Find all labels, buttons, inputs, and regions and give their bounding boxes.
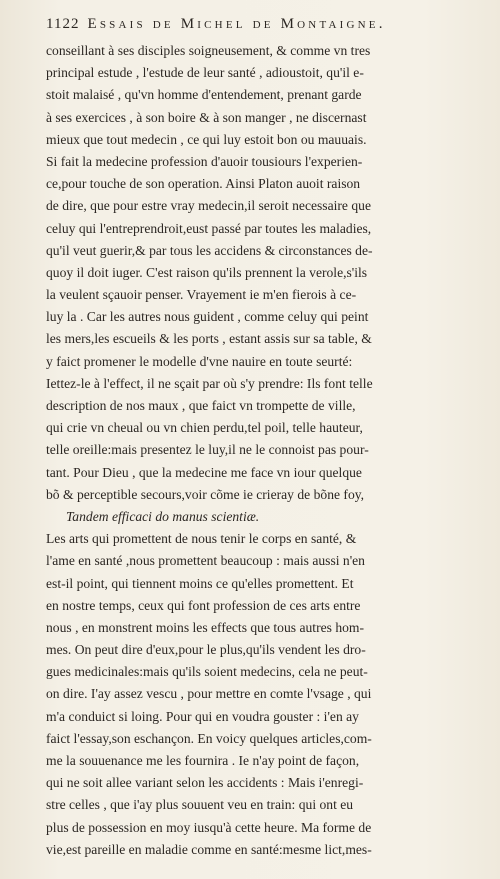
text-line: la veulent sçauoir penser. Vrayement ie m'en fierois à ce- <box>46 287 357 303</box>
page-number: 1122 <box>46 16 80 32</box>
text-line: plus de possession en moy iusqu'à cette heure. Ma forme de <box>46 819 372 835</box>
text-line: l'ame en santé ,nous promettent beaucoup : mais aussi n'en <box>46 553 365 569</box>
text-line: de dire, que pour estre vray medecin,il seroit necessaire que <box>46 198 371 214</box>
running-title: Essais de Michel de Montaigne. <box>87 16 386 32</box>
text-line: description de nos maux , que faict vn trompette de ville, <box>46 398 356 413</box>
text-line: on dire. I'ay assez vescu , pour mettre en comte l'vsage , qui <box>46 686 372 702</box>
text-line: nous , en monstrent moins les effects que tous autres hom- <box>46 619 365 635</box>
text-line: à ses exercices , à son boire & à son manger , ne discernast <box>46 109 367 125</box>
text-line: tant. Pour Dieu , que la medecine me face vn iour quelque <box>46 464 362 480</box>
text-line: en nostre temps, ceux qui font profession de ces arts entre <box>46 597 361 613</box>
text-line: Iettez-le à l'effect, il ne sçait par où s'y prendre: Ils font telle <box>46 375 373 391</box>
text-line: me la souuenance me les fournira . Ie n'ay point de façon, <box>46 753 360 768</box>
text-line: Les arts qui promettent de nous tenir le corps en santé, & <box>46 531 357 547</box>
main-text <box>46 40 474 861</box>
text-line: m'a conduict si loing. Pour qui en voudra gouster : i'en ay <box>46 708 359 724</box>
running-header <box>46 14 474 34</box>
text-line: qu'il veut guerir,& par tous les accidens & circonstances de- <box>46 242 373 258</box>
text-line: stre celles , que i'ay plus souuent veu en train: qui ont eu <box>46 797 354 813</box>
text-line: telle oreille:mais presentez le luy,il ne le connoist pas pour- <box>46 442 369 458</box>
text-line: principal estude , l'estude de leur santé , adioustoit, qu'il e- <box>46 65 364 81</box>
text-line: faict l'essay,son eschançon. En voicy quelques articles,com- <box>46 730 372 746</box>
text-line: qui ne soit allee variant selon les accidents : Mais i'enregi- <box>46 775 364 791</box>
text-line: les mers,les escueils & les ports , estant assis sur sa table, & <box>46 331 372 347</box>
text-line: est-il point, qui tiennent moins ce qu'elles promettent. Et <box>46 575 354 591</box>
text-line: gues medicinales:mais qu'ils soient medecins, cela ne peut- <box>46 664 368 680</box>
text-line: y faict promener le modelle d'vne nauire en toute seurté: <box>46 353 353 369</box>
text-line: bõ & perceptible secours,voir cõme ie crieray de bõne foy, <box>46 486 365 502</box>
text-line: ce,pour touche de son operation. Ainsi Platon auoit raison <box>46 176 361 192</box>
latin-citation: Tandem efficaci do manus scientiæ. <box>66 508 260 524</box>
text-line: stoit malaisé , qu'vn homme d'entendement, prenant garde <box>46 87 362 103</box>
text-line: luy la . Car les autres nous guident , comme celuy qui peint <box>46 309 369 325</box>
text-line: Si fait la medecine profession d'auoir tousiours l'experien- <box>46 153 363 169</box>
text-line: celuy qui l'entreprendroit,eust passé par toutes les maladies, <box>46 220 372 236</box>
text-line: conseillant à ses disciples soigneusement, & comme vn tres <box>46 43 371 58</box>
text-line: quoy il doit iuger. C'est raison qu'ils prennent la verole,s'ils <box>46 264 368 280</box>
text-line: mieux que tout medecin , ce qui luy estoit bon ou mauuais. <box>46 131 367 147</box>
text-line: qui crie vn cheual ou vn chien perdu,tel poil, telle hauteur, <box>46 420 363 436</box>
text-line: mes. On peut dire d'eux,pour le plus,qu'ils vendent les dro- <box>46 642 366 658</box>
text-line: vie,est pareille en maladie comme en santé:mesme lict,mes- <box>46 841 372 857</box>
